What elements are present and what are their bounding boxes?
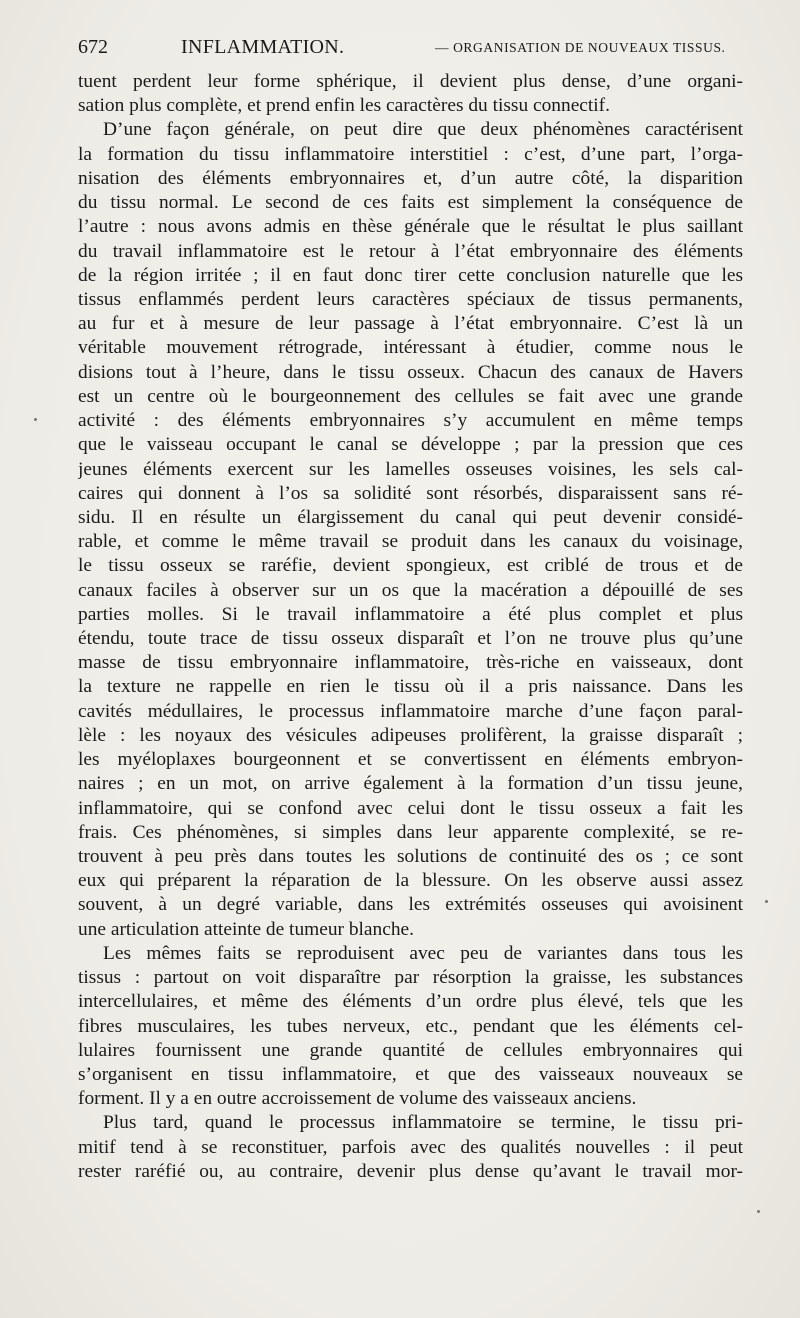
text-line: lulaires fournissent une grande quantité de cellules embryonnaires qui: [78, 1039, 743, 1061]
text-line: sation plus complète, et prend enfin les caractères du tissu connectif.: [78, 95, 610, 117]
text-line: la formation du tissu inflammatoire interstitiel : c’est, d’une part, l’orga-: [78, 143, 743, 165]
text-line: trouvent à peu près dans toutes les solutions de continuité des os ; ce sont: [78, 846, 743, 867]
text-line: étendu, toute trace de tissu osseux disparaît et l’on ne trouve plus qu’une: [78, 628, 743, 650]
page-number: 672: [78, 36, 108, 58]
paper-speck: [34, 418, 37, 421]
text-line: D’une façon générale, on peut dire que deux phénomènes caractérisent: [103, 119, 743, 141]
text-line: naires ; en un mot, on arrive également à la formation d’un tissu jeune,: [78, 773, 743, 795]
text-line: rable, et comme le même travail se produit dans les canaux du voisinage,: [78, 531, 743, 553]
text-line: intercellulaires, et même des éléments d’un ordre plus élevé, tels que les: [78, 991, 743, 1013]
text-line: souvent, à un degré variable, dans les extrémités osseuses qui avoisinent: [78, 894, 743, 916]
text-line: que le vaisseau occupant le canal se développe ; par la pression que ces: [78, 434, 743, 456]
running-title: INFLAMMATION.: [181, 36, 345, 58]
text-line: frais. Ces phénomènes, si simples dans leur apparente complexité, se re-: [78, 821, 743, 843]
text-line: du tissu normal. Le second de ces faits est simplement la conséquence de: [78, 192, 743, 214]
text-line: le tissu osseux se raréfie, devient spongieux, est criblé de trous et de: [78, 555, 743, 577]
text-line: rester raréfié ou, au contraire, devenir plus dense qu’avant le travail mor-: [78, 1160, 743, 1182]
text-line: sidu. Il en résulte un élargissement du canal qui peut devenir considé-: [78, 506, 743, 528]
text-line: jeunes éléments exercent sur les lamelles osseuses voisines, les sels cal-: [78, 458, 743, 480]
text-line: mitif tend à se reconstituer, parfois avec des qualités nouvelles : il peut: [78, 1136, 743, 1158]
text-line: caires qui donnent à l’os sa solidité sont résorbés, disparaissent sans ré-: [78, 482, 743, 504]
text-line: tissus : partout on voit disparaître par résorption la graisse, les substances: [78, 967, 743, 989]
text-line: véritable mouvement rétrograde, intéressant à étudier, comme nous le: [78, 337, 743, 359]
text-line: tissus enflammés perdent leurs caractères spéciaux de tissus permanents,: [78, 288, 743, 310]
running-header: [78, 32, 743, 62]
text-line: tuent perdent leur forme sphérique, il devient plus dense, d’une organi-: [78, 71, 743, 92]
text-line: eux qui préparent la réparation de la blessure. On les observe aussi assez: [78, 870, 743, 892]
text-line: du travail inflammatoire est le retour à l’état embryonnaire des éléments: [78, 240, 743, 262]
text-line: les myéloplaxes bourgeonnent et se convertissent en éléments embryon-: [78, 749, 743, 771]
body-text: [78, 70, 743, 1184]
paper-speck: [757, 1210, 760, 1213]
paper-speck: [765, 900, 768, 903]
text-line: activité : des éléments embryonnaires s’y accumulent en même temps: [78, 410, 743, 432]
text-line: l’autre : nous avons admis en thèse générale que le résultat le plus saillant: [78, 216, 743, 238]
text-line: forment. Il y a en outre accroissement de volume des vaisseaux anciens.: [78, 1088, 637, 1110]
text-line: au fur et à mesure de leur passage à l’état embryonnaire. C’est là un: [78, 313, 743, 335]
text-line: lèle : les noyaux des vésicules adipeuses prolifèrent, la graisse disparaît ;: [78, 724, 743, 746]
text-line: masse de tissu embryonnaire inflammatoire, très-riche en vaisseaux, dont: [78, 652, 743, 674]
text-line: disions tout à l’heure, dans le tissu osseux. Chacun des canaux de Havers: [78, 361, 743, 383]
text-line: une articulation atteinte de tumeur blanche.: [78, 918, 414, 940]
text-line: fibres musculaires, les tubes nerveux, etc., pendant que les éléments cel-: [78, 1015, 743, 1037]
text-line: Plus tard, quand le processus inflammatoire se termine, le tissu pri-: [103, 1112, 743, 1134]
text-line: nisation des éléments embryonnaires et, d’un autre côté, la disparition: [78, 167, 743, 189]
text-line: s’organisent en tissu inflammatoire, et que des vaisseaux nouveaux se: [78, 1063, 743, 1085]
text-line: de la région irritée ; il en faut donc tirer cette conclusion naturelle que les: [78, 264, 743, 286]
text-line: cavités médullaires, le processus inflammatoire marche d’une façon paral-: [78, 700, 743, 722]
running-subtitle: — ORGANISATION DE NOUVEAUX TISSUS.: [435, 40, 726, 55]
text-line: canaux faciles à observer sur un os que la macération a dépouillé de ses: [78, 579, 743, 601]
text-line: est un centre où le bourgeonnement des cellules se fait avec une grande: [78, 385, 743, 407]
text-line: la texture ne rappelle en rien le tissu où il a pris naissance. Dans les: [78, 676, 743, 698]
text-line: Les mêmes faits se reproduisent avec peu de variantes dans tous les: [103, 942, 743, 964]
text-line: inflammatoire, qui se confond avec celui dont le tissu osseux a fait les: [78, 797, 743, 819]
text-line: parties molles. Si le travail inflammatoire a été plus complet et plus: [78, 603, 743, 625]
